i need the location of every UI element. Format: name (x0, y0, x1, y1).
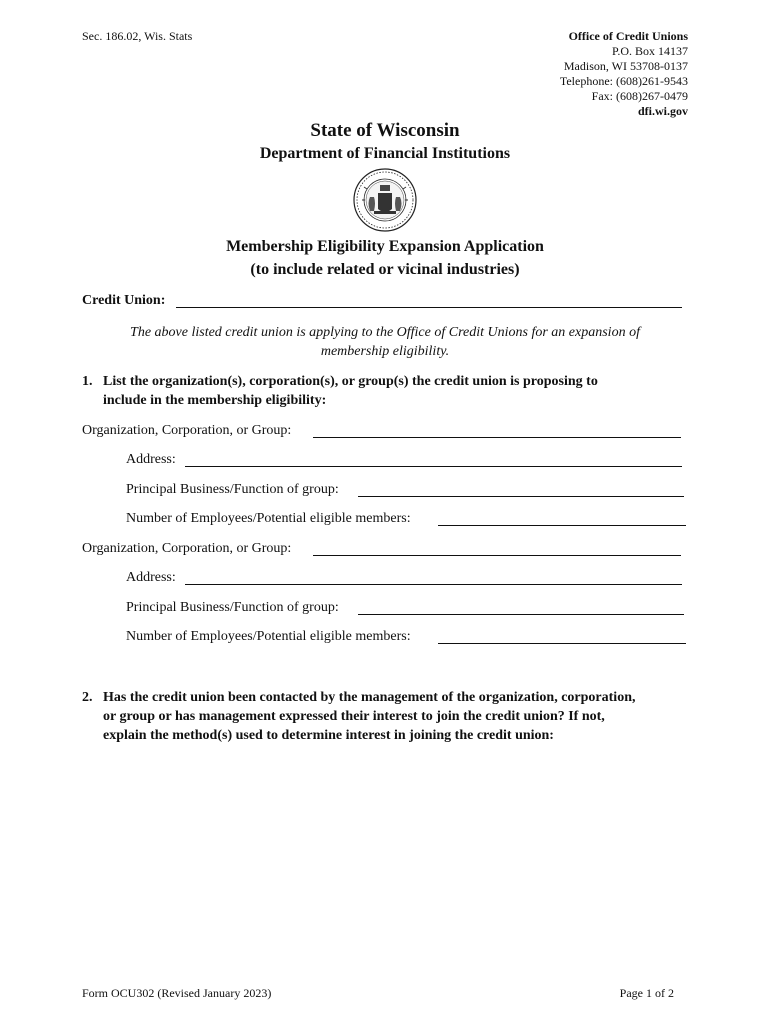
question-2-line-2: or group or has management expressed their interest to join the credit union? If not, (103, 709, 605, 724)
office-name: Office of Credit Unions (568, 29, 688, 43)
business-label: Principal Business/Function of group: (126, 600, 339, 615)
employees-field[interactable] (438, 643, 686, 644)
question-2-line-1: Has the credit union been contacted by the management of the organization, corporation, (103, 690, 636, 705)
website-link[interactable]: dfi.wi.gov (637, 104, 688, 118)
credit-union-field[interactable] (176, 307, 682, 308)
state-title: State of Wisconsin (310, 120, 460, 141)
office-address-block (388, 29, 688, 119)
business-field[interactable] (358, 614, 684, 615)
department-title: Department of Financial Institutions (259, 145, 511, 162)
statute-citation: Sec. 186.02, Wis. Stats (82, 29, 193, 43)
state-seal-icon (352, 167, 418, 233)
org-field[interactable] (313, 437, 681, 438)
question-1-line-1: List the organization(s), corporation(s), or group(s) the credit union is proposing to (103, 374, 598, 389)
question-2-answer-area[interactable] (103, 752, 687, 962)
form-title: Membership Eligibility Expansion Application (226, 238, 544, 255)
city-line: Madison, WI 53708-0137 (563, 59, 688, 73)
form-id: Form OCU302 (Revised January 2023) (82, 986, 272, 1000)
telephone: Telephone: (608)261-9543 (559, 74, 688, 88)
question-1-line-2: include in the membership eligibility: (103, 393, 327, 408)
question-1-number: 1. (82, 374, 93, 389)
fax: Fax: (608)267-0479 (591, 89, 688, 103)
question-2-line-3: explain the method(s) used to determine interest in joining the credit union: (103, 728, 554, 743)
business-label: Principal Business/Function of group: (126, 482, 339, 497)
address-label: Address: (126, 452, 176, 467)
business-field[interactable] (358, 496, 684, 497)
credit-union-label: Credit Union: (82, 293, 166, 308)
address-field[interactable] (185, 584, 682, 585)
address-field[interactable] (185, 466, 682, 467)
org-field[interactable] (313, 555, 681, 556)
employees-label: Number of Employees/Potential eligible members: (126, 629, 411, 644)
address-label: Address: (126, 570, 176, 585)
application-statement: The above listed credit union is applying to the Office of Credit Unions for an expansion of membership eligibility. (130, 325, 640, 359)
employees-label: Number of Employees/Potential eligible members: (126, 511, 411, 526)
page-number: Page 1 of 2 (619, 986, 674, 1000)
org-label: Organization, Corporation, or Group: (82, 423, 292, 438)
form-subtitle: (to include related or vicinal industries) (250, 261, 520, 278)
org-label: Organization, Corporation, or Group: (82, 541, 292, 556)
employees-field[interactable] (438, 525, 686, 526)
question-2-number: 2. (82, 690, 93, 705)
po-box: P.O. Box 14137 (611, 44, 688, 58)
